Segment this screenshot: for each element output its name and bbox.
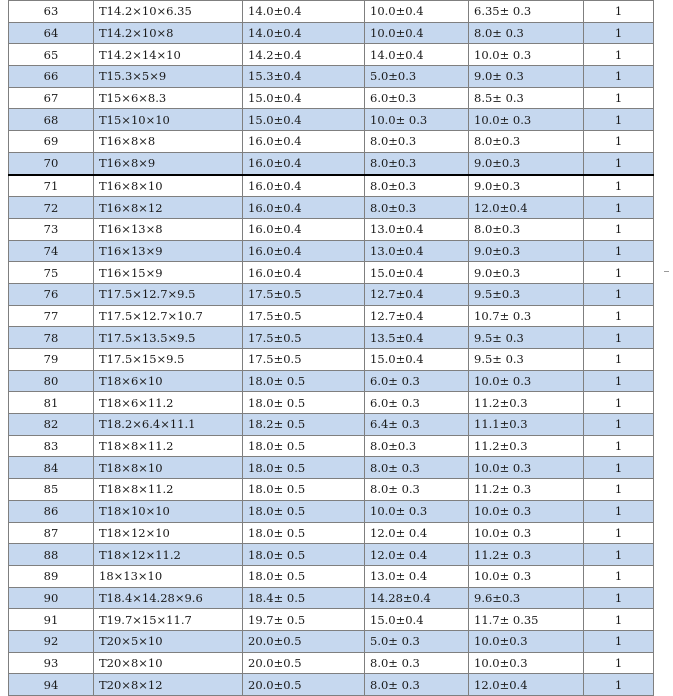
spec-cell: T14.2×14×10 bbox=[94, 44, 243, 66]
quantity-cell: 1 bbox=[584, 44, 654, 66]
row-number-cell: 78 bbox=[9, 327, 94, 349]
height-dim-cell: 10.0± 0.3 bbox=[469, 457, 584, 479]
table-row bbox=[9, 109, 654, 131]
outer-dim-cell: 18.0± 0.5 bbox=[243, 457, 365, 479]
quantity-cell: 1 bbox=[584, 630, 654, 652]
inner-dim-cell: 6.0± 0.3 bbox=[365, 392, 469, 414]
outer-dim-cell: 16.0±0.4 bbox=[243, 262, 365, 284]
table-row bbox=[9, 392, 654, 414]
height-dim-cell: 6.35± 0.3 bbox=[469, 1, 584, 23]
inner-dim-cell: 12.7±0.4 bbox=[365, 305, 469, 327]
row-number-cell: 77 bbox=[9, 305, 94, 327]
table-row bbox=[9, 283, 654, 305]
height-dim-cell: 10.0± 0.3 bbox=[469, 109, 584, 131]
quantity-cell: 1 bbox=[584, 87, 654, 109]
inner-dim-cell: 12.7±0.4 bbox=[365, 283, 469, 305]
inner-dim-cell: 13.0±0.4 bbox=[365, 218, 469, 240]
outer-dim-cell: 14.0±0.4 bbox=[243, 1, 365, 23]
table-row bbox=[9, 197, 654, 219]
quantity-cell: 1 bbox=[584, 327, 654, 349]
height-dim-cell: 10.0± 0.3 bbox=[469, 500, 584, 522]
inner-dim-cell: 6.4± 0.3 bbox=[365, 414, 469, 436]
spec-cell: T20×5×10 bbox=[94, 630, 243, 652]
spec-cell: T18×12×10 bbox=[94, 522, 243, 544]
row-number-cell: 84 bbox=[9, 457, 94, 479]
outer-dim-cell: 16.0±0.4 bbox=[243, 152, 365, 174]
table-row bbox=[9, 87, 654, 109]
row-number-cell: 65 bbox=[9, 44, 94, 66]
outer-dim-cell: 19.7± 0.5 bbox=[243, 609, 365, 631]
table-row bbox=[9, 414, 654, 436]
height-dim-cell: 9.0± 0.3 bbox=[469, 66, 584, 88]
row-number-cell: 82 bbox=[9, 414, 94, 436]
quantity-cell: 1 bbox=[584, 262, 654, 284]
quantity-cell: 1 bbox=[584, 392, 654, 414]
row-number-cell: 74 bbox=[9, 240, 94, 262]
height-dim-cell: 10.0± 0.3 bbox=[469, 370, 584, 392]
quantity-cell: 1 bbox=[584, 283, 654, 305]
quantity-cell: 1 bbox=[584, 175, 654, 197]
row-number-cell: 80 bbox=[9, 370, 94, 392]
row-number-cell: 94 bbox=[9, 674, 94, 696]
inner-dim-cell: 8.0± 0.3 bbox=[365, 479, 469, 501]
row-number-cell: 90 bbox=[9, 587, 94, 609]
inner-dim-cell: 8.0±0.3 bbox=[365, 175, 469, 197]
spec-cell: T18×12×11.2 bbox=[94, 544, 243, 566]
table-row bbox=[9, 327, 654, 349]
table-row bbox=[9, 544, 654, 566]
table-row bbox=[9, 630, 654, 652]
outer-dim-cell: 17.5±0.5 bbox=[243, 305, 365, 327]
quantity-cell: 1 bbox=[584, 479, 654, 501]
quantity-cell: 1 bbox=[584, 305, 654, 327]
row-number-cell: 63 bbox=[9, 1, 94, 23]
spec-cell: T16×8×12 bbox=[94, 197, 243, 219]
quantity-cell: 1 bbox=[584, 522, 654, 544]
table-row bbox=[9, 479, 654, 501]
inner-dim-cell: 10.0±0.4 bbox=[365, 22, 469, 44]
quantity-cell: 1 bbox=[584, 544, 654, 566]
table-row bbox=[9, 131, 654, 153]
table-row bbox=[9, 218, 654, 240]
table-row bbox=[9, 500, 654, 522]
height-dim-cell: 9.0±0.3 bbox=[469, 152, 584, 174]
inner-dim-cell: 8.0± 0.3 bbox=[365, 674, 469, 696]
spec-cell: T16×8×9 bbox=[94, 152, 243, 174]
height-dim-cell: 9.5± 0.3 bbox=[469, 327, 584, 349]
inner-dim-cell: 12.0± 0.4 bbox=[365, 522, 469, 544]
row-number-cell: 76 bbox=[9, 283, 94, 305]
height-dim-cell: 9.0±0.3 bbox=[469, 175, 584, 197]
table-row bbox=[9, 349, 654, 371]
spec-cell: T16×13×8 bbox=[94, 218, 243, 240]
height-dim-cell: 10.0± 0.3 bbox=[469, 44, 584, 66]
spec-cell: T17.5×15×9.5 bbox=[94, 349, 243, 371]
inner-dim-cell: 6.0± 0.3 bbox=[365, 370, 469, 392]
height-dim-cell: 8.0± 0.3 bbox=[469, 22, 584, 44]
quantity-cell: 1 bbox=[584, 609, 654, 631]
quantity-cell: 1 bbox=[584, 587, 654, 609]
row-number-cell: 70 bbox=[9, 152, 94, 174]
row-number-cell: 67 bbox=[9, 87, 94, 109]
height-dim-cell: 9.6±0.3 bbox=[469, 587, 584, 609]
outer-dim-cell: 16.0±0.4 bbox=[243, 240, 365, 262]
quantity-cell: 1 bbox=[584, 565, 654, 587]
quantity-cell: 1 bbox=[584, 1, 654, 23]
height-dim-cell: 8.0±0.3 bbox=[469, 218, 584, 240]
row-number-cell: 71 bbox=[9, 175, 94, 197]
outer-dim-cell: 16.0±0.4 bbox=[243, 197, 365, 219]
inner-dim-cell: 8.0±0.3 bbox=[365, 435, 469, 457]
height-dim-cell: 9.0±0.3 bbox=[469, 240, 584, 262]
inner-dim-cell: 8.0±0.3 bbox=[365, 197, 469, 219]
table-row bbox=[9, 240, 654, 262]
height-dim-cell: 9.0±0.3 bbox=[469, 262, 584, 284]
quantity-cell: 1 bbox=[584, 457, 654, 479]
row-number-cell: 88 bbox=[9, 544, 94, 566]
spec-cell: T15×6×8.3 bbox=[94, 87, 243, 109]
inner-dim-cell: 15.0±0.4 bbox=[365, 349, 469, 371]
inner-dim-cell: 10.0± 0.3 bbox=[365, 109, 469, 131]
row-number-cell: 79 bbox=[9, 349, 94, 371]
outer-dim-cell: 17.5±0.5 bbox=[243, 327, 365, 349]
spec-cell: T18×6×10 bbox=[94, 370, 243, 392]
row-number-cell: 91 bbox=[9, 609, 94, 631]
height-dim-cell: 8.0±0.3 bbox=[469, 131, 584, 153]
quantity-cell: 1 bbox=[584, 414, 654, 436]
row-number-cell: 86 bbox=[9, 500, 94, 522]
table-row bbox=[9, 565, 654, 587]
height-dim-cell: 11.2± 0.3 bbox=[469, 544, 584, 566]
quantity-cell: 1 bbox=[584, 349, 654, 371]
row-number-cell: 64 bbox=[9, 22, 94, 44]
height-dim-cell: 11.7± 0.35 bbox=[469, 609, 584, 631]
outer-dim-cell: 20.0±0.5 bbox=[243, 674, 365, 696]
spec-cell: T20×8×12 bbox=[94, 674, 243, 696]
table-row bbox=[9, 305, 654, 327]
height-dim-cell: 10.0± 0.3 bbox=[469, 565, 584, 587]
spec-cell: T16×15×9 bbox=[94, 262, 243, 284]
inner-dim-cell: 14.0±0.4 bbox=[365, 44, 469, 66]
height-dim-cell: 11.2± 0.3 bbox=[469, 479, 584, 501]
table-row bbox=[9, 652, 654, 674]
inner-dim-cell: 13.5±0.4 bbox=[365, 327, 469, 349]
spec-cell: T18×6×11.2 bbox=[94, 392, 243, 414]
row-number-cell: 92 bbox=[9, 630, 94, 652]
inner-dim-cell: 8.0±0.3 bbox=[365, 152, 469, 174]
height-dim-cell: 10.7± 0.3 bbox=[469, 305, 584, 327]
height-dim-cell: 11.2±0.3 bbox=[469, 392, 584, 414]
spec-table bbox=[8, 0, 654, 696]
spec-cell: T18×10×10 bbox=[94, 500, 243, 522]
quantity-cell: 1 bbox=[584, 370, 654, 392]
spec-cell: T14.2×10×8 bbox=[94, 22, 243, 44]
inner-dim-cell: 6.0±0.3 bbox=[365, 87, 469, 109]
table-row bbox=[9, 674, 654, 696]
height-dim-cell: 9.5± 0.3 bbox=[469, 349, 584, 371]
table-row bbox=[9, 22, 654, 44]
spec-cell: T14.2×10×6.35 bbox=[94, 1, 243, 23]
outer-dim-cell: 15.3±0.4 bbox=[243, 66, 365, 88]
inner-dim-cell: 8.0±0.3 bbox=[365, 131, 469, 153]
margin-tick bbox=[664, 271, 669, 272]
table-row bbox=[9, 457, 654, 479]
height-dim-cell: 10.0±0.3 bbox=[469, 652, 584, 674]
quantity-cell: 1 bbox=[584, 500, 654, 522]
outer-dim-cell: 18.0± 0.5 bbox=[243, 479, 365, 501]
row-number-cell: 69 bbox=[9, 131, 94, 153]
spec-cell: T16×8×10 bbox=[94, 175, 243, 197]
table-row bbox=[9, 587, 654, 609]
outer-dim-cell: 18.0± 0.5 bbox=[243, 435, 365, 457]
spec-cell: 18×13×10 bbox=[94, 565, 243, 587]
outer-dim-cell: 14.2±0.4 bbox=[243, 44, 365, 66]
outer-dim-cell: 17.5±0.5 bbox=[243, 349, 365, 371]
height-dim-cell: 10.0±0.3 bbox=[469, 630, 584, 652]
row-number-cell: 72 bbox=[9, 197, 94, 219]
outer-dim-cell: 18.0± 0.5 bbox=[243, 500, 365, 522]
height-dim-cell: 9.5±0.3 bbox=[469, 283, 584, 305]
outer-dim-cell: 18.2± 0.5 bbox=[243, 414, 365, 436]
quantity-cell: 1 bbox=[584, 152, 654, 174]
quantity-cell: 1 bbox=[584, 674, 654, 696]
spec-cell: T15×10×10 bbox=[94, 109, 243, 131]
outer-dim-cell: 15.0±0.4 bbox=[243, 109, 365, 131]
table-row bbox=[9, 435, 654, 457]
spec-cell: T18.2×6.4×11.1 bbox=[94, 414, 243, 436]
table-row bbox=[9, 262, 654, 284]
row-number-cell: 66 bbox=[9, 66, 94, 88]
quantity-cell: 1 bbox=[584, 22, 654, 44]
quantity-cell: 1 bbox=[584, 131, 654, 153]
outer-dim-cell: 20.0±0.5 bbox=[243, 630, 365, 652]
outer-dim-cell: 15.0±0.4 bbox=[243, 87, 365, 109]
spec-cell: T18×8×11.2 bbox=[94, 479, 243, 501]
inner-dim-cell: 8.0± 0.3 bbox=[365, 457, 469, 479]
quantity-cell: 1 bbox=[584, 218, 654, 240]
inner-dim-cell: 5.0±0.3 bbox=[365, 66, 469, 88]
row-number-cell: 85 bbox=[9, 479, 94, 501]
inner-dim-cell: 15.0±0.4 bbox=[365, 262, 469, 284]
height-dim-cell: 8.5± 0.3 bbox=[469, 87, 584, 109]
spec-table-body bbox=[9, 1, 654, 696]
row-number-cell: 89 bbox=[9, 565, 94, 587]
row-number-cell: 93 bbox=[9, 652, 94, 674]
spec-cell: T18×8×10 bbox=[94, 457, 243, 479]
outer-dim-cell: 18.0± 0.5 bbox=[243, 565, 365, 587]
row-number-cell: 73 bbox=[9, 218, 94, 240]
row-number-cell: 83 bbox=[9, 435, 94, 457]
quantity-cell: 1 bbox=[584, 66, 654, 88]
height-dim-cell: 11.2±0.3 bbox=[469, 435, 584, 457]
outer-dim-cell: 18.0± 0.5 bbox=[243, 522, 365, 544]
outer-dim-cell: 18.4± 0.5 bbox=[243, 587, 365, 609]
spec-cell: T19.7×15×11.7 bbox=[94, 609, 243, 631]
outer-dim-cell: 16.0±0.4 bbox=[243, 131, 365, 153]
outer-dim-cell: 16.0±0.4 bbox=[243, 175, 365, 197]
table-row bbox=[9, 609, 654, 631]
height-dim-cell: 12.0±0.4 bbox=[469, 197, 584, 219]
inner-dim-cell: 5.0± 0.3 bbox=[365, 630, 469, 652]
quantity-cell: 1 bbox=[584, 240, 654, 262]
inner-dim-cell: 10.0±0.4 bbox=[365, 1, 469, 23]
outer-dim-cell: 16.0±0.4 bbox=[243, 218, 365, 240]
inner-dim-cell: 10.0± 0.3 bbox=[365, 500, 469, 522]
inner-dim-cell: 14.28±0.4 bbox=[365, 587, 469, 609]
height-dim-cell: 12.0±0.4 bbox=[469, 674, 584, 696]
table-row bbox=[9, 44, 654, 66]
table-row bbox=[9, 152, 654, 174]
spec-cell: T16×8×8 bbox=[94, 131, 243, 153]
outer-dim-cell: 18.0± 0.5 bbox=[243, 544, 365, 566]
table-row bbox=[9, 175, 654, 197]
spec-cell: T17.5×12.7×10.7 bbox=[94, 305, 243, 327]
outer-dim-cell: 17.5±0.5 bbox=[243, 283, 365, 305]
table-row bbox=[9, 1, 654, 23]
row-number-cell: 81 bbox=[9, 392, 94, 414]
inner-dim-cell: 12.0± 0.4 bbox=[365, 544, 469, 566]
outer-dim-cell: 14.0±0.4 bbox=[243, 22, 365, 44]
height-dim-cell: 11.1±0.3 bbox=[469, 414, 584, 436]
outer-dim-cell: 20.0±0.5 bbox=[243, 652, 365, 674]
spec-cell: T15.3×5×9 bbox=[94, 66, 243, 88]
inner-dim-cell: 13.0±0.4 bbox=[365, 240, 469, 262]
inner-dim-cell: 13.0± 0.4 bbox=[365, 565, 469, 587]
quantity-cell: 1 bbox=[584, 652, 654, 674]
table-row bbox=[9, 66, 654, 88]
inner-dim-cell: 15.0±0.4 bbox=[365, 609, 469, 631]
height-dim-cell: 10.0± 0.3 bbox=[469, 522, 584, 544]
spec-cell: T17.5×12.7×9.5 bbox=[94, 283, 243, 305]
spec-cell: T16×13×9 bbox=[94, 240, 243, 262]
spec-cell: T18×8×11.2 bbox=[94, 435, 243, 457]
inner-dim-cell: 8.0± 0.3 bbox=[365, 652, 469, 674]
table-row bbox=[9, 522, 654, 544]
spec-cell: T18.4×14.28×9.6 bbox=[94, 587, 243, 609]
spec-cell: T20×8×10 bbox=[94, 652, 243, 674]
quantity-cell: 1 bbox=[584, 109, 654, 131]
quantity-cell: 1 bbox=[584, 435, 654, 457]
spec-cell: T17.5×13.5×9.5 bbox=[94, 327, 243, 349]
outer-dim-cell: 18.0± 0.5 bbox=[243, 392, 365, 414]
quantity-cell: 1 bbox=[584, 197, 654, 219]
row-number-cell: 75 bbox=[9, 262, 94, 284]
table-row bbox=[9, 370, 654, 392]
row-number-cell: 87 bbox=[9, 522, 94, 544]
row-number-cell: 68 bbox=[9, 109, 94, 131]
outer-dim-cell: 18.0± 0.5 bbox=[243, 370, 365, 392]
